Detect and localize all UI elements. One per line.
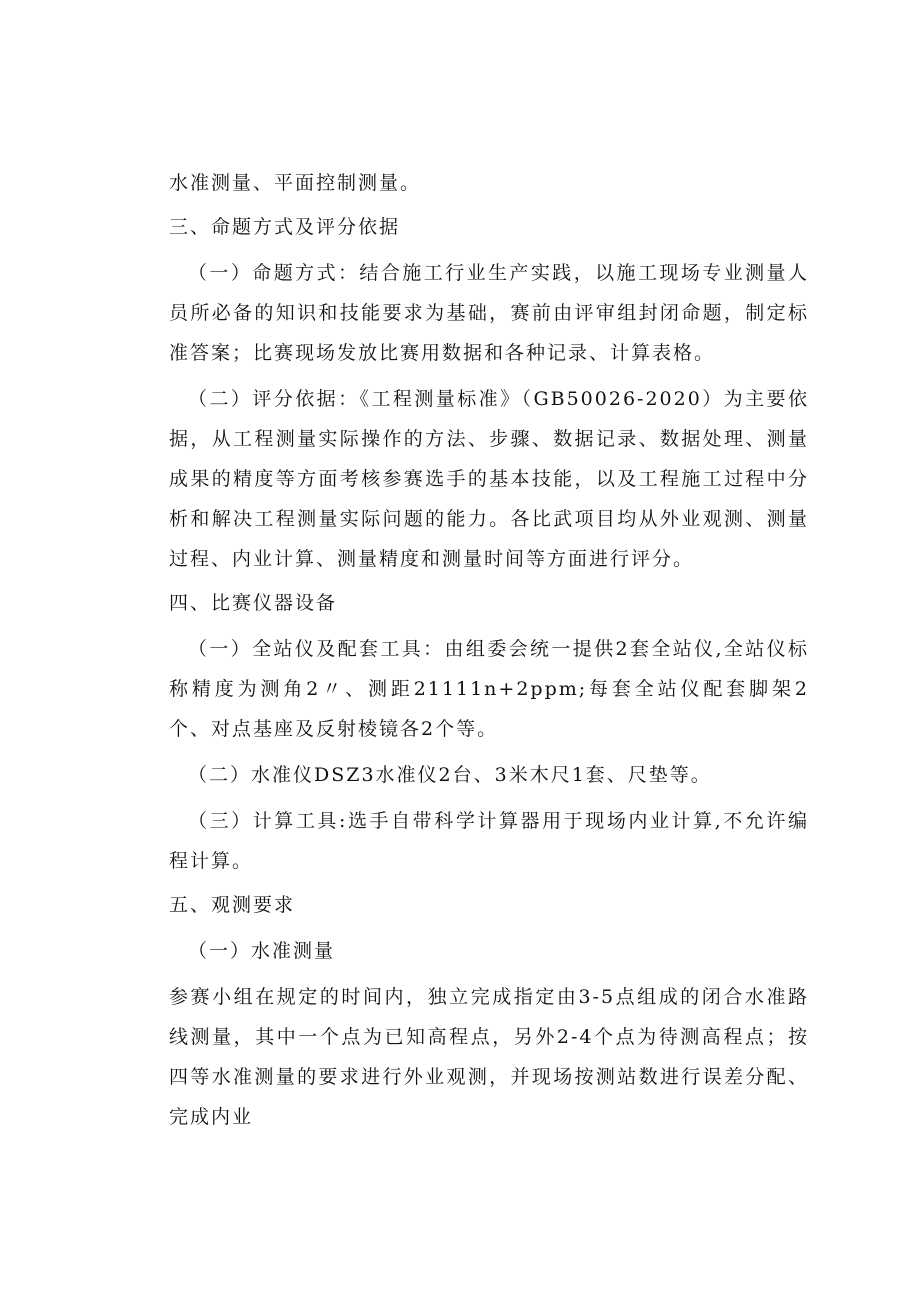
paragraph-leveling-requirements: 参赛小组在规定的时间内，独立完成指定由3-5点组成的闭合水准路线测量，其中一个点为已知高程点，另外2-4个点为待测高程点；按四等水准测量的要求进行外业观测，并现场按测站数进行误差分配、完成内业: [169, 986, 809, 1128]
paragraph-continuation: 水准测量、平面控制测量。: [169, 172, 422, 194]
document-body: [169, 163, 809, 1137]
section-heading-3: 三、命题方式及评分依据: [169, 216, 401, 238]
subheading-leveling: （一）水准测量: [188, 940, 336, 962]
paragraph-proposition-method: （一）命题方式：结合施工行业生产实践，以施工现场专业测量人员所必备的知识和技能要求为基础，赛前由评审组封闭命题，制定标准答案；比赛现场发放比赛用数据和各种记录、计算表格。: [169, 262, 809, 364]
section-heading-5: 五、观测要求: [169, 894, 296, 916]
paragraph-calculation-tools: （三）计算工具:选手自带科学计算器用于现场内业计算,不允许编程计算。: [169, 810, 809, 872]
paragraph-total-station: （一）全站仪及配套工具：由组委会统一提供2套全站仪,全站仪标称精度为测角2〃、测距21111n+2ppm;每套全站仪配套脚架2个、对点基座及反射棱镜各2个等。: [169, 638, 809, 740]
paragraph-level-instrument: （二）水准仪DSZ3水准仪2台、3米木尺1套、尺垫等。: [188, 764, 712, 786]
paragraph-scoring-basis: （二）评分依据：《工程测量标准》（GB50026-2020）为主要依据，从工程测量实际操作的方法、步骤、数据记录、数据处理、测量成果的精度等方面考核参赛选手的基本技能，以及工程施工过程中分析和解决工程测量实际问题的能力。各比武项目均从外业观测、测量过程、内业计算、测量精度和测量时间等方面进行评分。: [169, 388, 809, 570]
section-heading-4: 四、比赛仪器设备: [169, 592, 338, 614]
